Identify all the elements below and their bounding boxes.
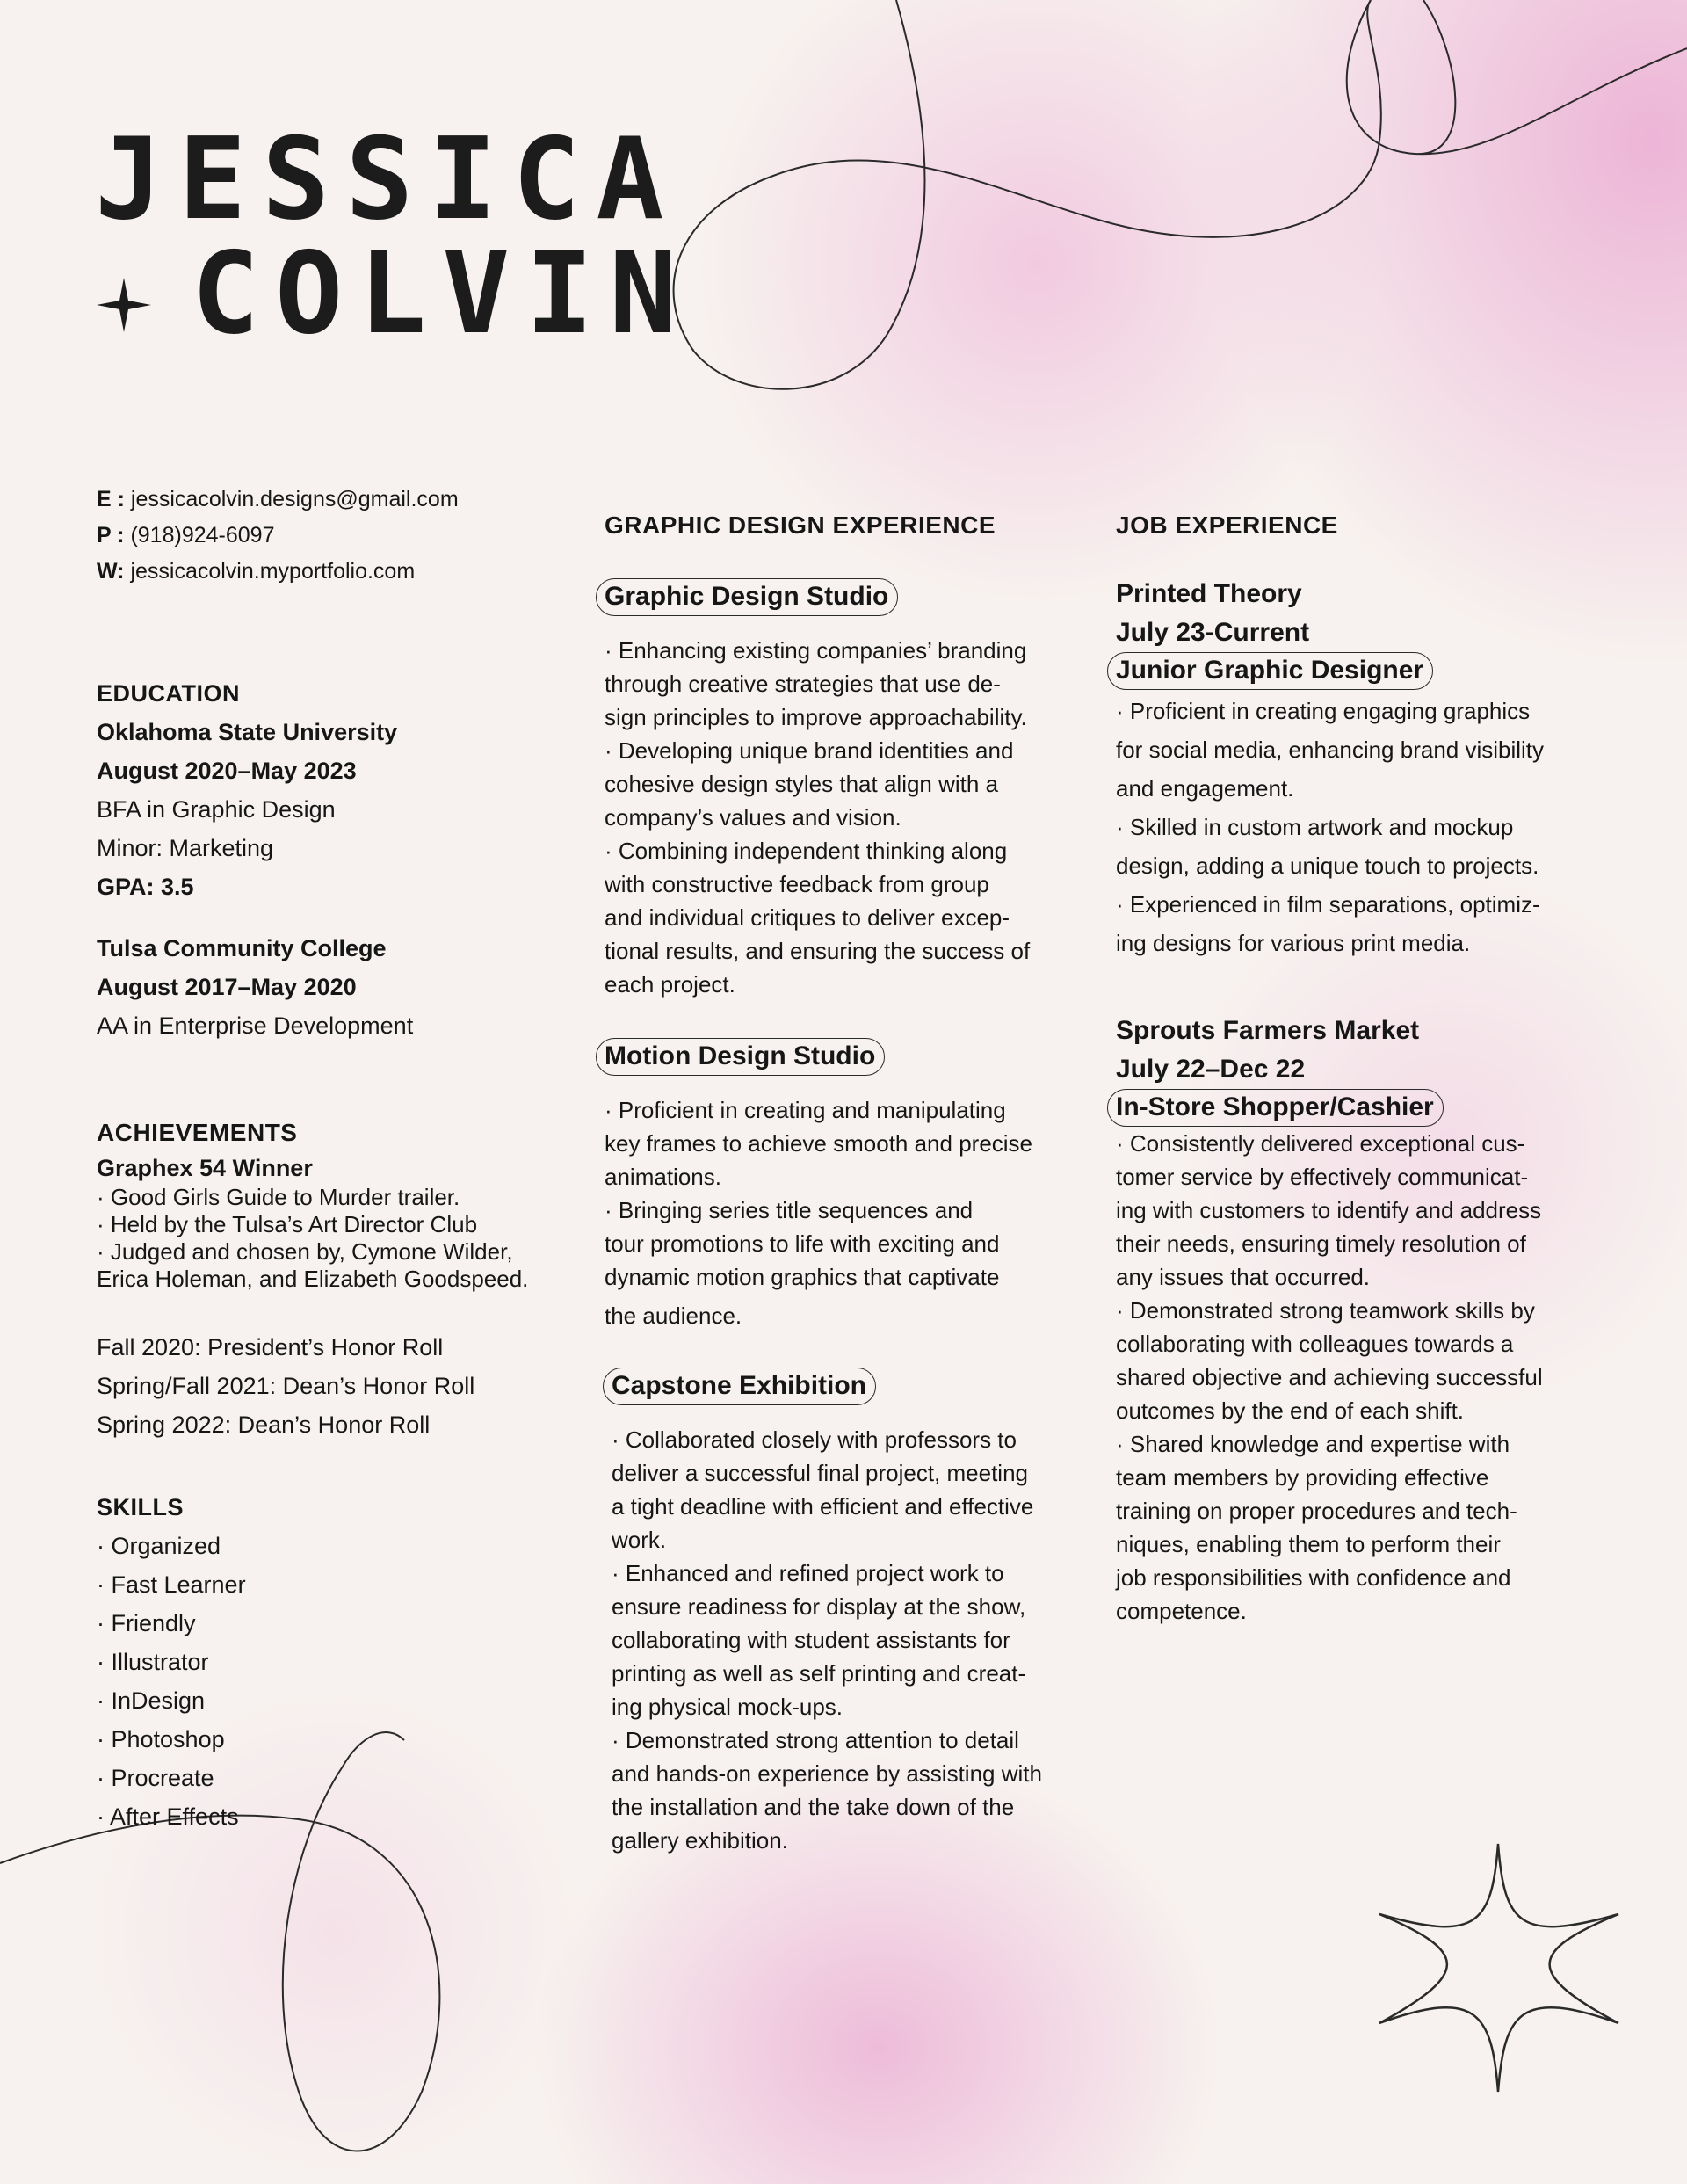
name-header bbox=[95, 114, 693, 359]
website-value[interactable]: jessicacolvin.myportfolio.com bbox=[130, 559, 416, 584]
job-dates: July 23-Current bbox=[1116, 618, 1310, 647]
job-role-pill: Junior Graphic Designer bbox=[1107, 652, 1433, 690]
contact-label: P : bbox=[97, 523, 125, 548]
achievements-section bbox=[97, 1114, 589, 1444]
job-line: · Experienced in film separations, optimiz- bbox=[1116, 891, 1540, 918]
contact-email bbox=[97, 482, 589, 518]
job-line: collaborating with colleagues towards a bbox=[1116, 1331, 1514, 1357]
school-dates: August 2017–May 2020 bbox=[97, 974, 357, 1000]
studio-line: · Demonstrated strong attention to detail bbox=[612, 1727, 1019, 1753]
studio-block bbox=[605, 578, 1097, 1001]
studio-line: key frames to achieve smooth and precise bbox=[605, 1130, 1033, 1157]
studio-line: ensure readiness for display at the show, bbox=[612, 1593, 1026, 1620]
studio-line: the audience. bbox=[605, 1302, 742, 1329]
studio-block bbox=[605, 1038, 1097, 1332]
studio-line: and individual critiques to deliver excep- bbox=[605, 904, 1010, 931]
studio-name-pill: Capstone Exhibition bbox=[603, 1368, 876, 1405]
four-point-star-icon bbox=[1379, 1844, 1618, 2092]
job-block bbox=[1116, 575, 1608, 962]
studio-description bbox=[612, 1423, 1097, 1857]
job-line: · Consistently delivered exceptional cus- bbox=[1116, 1130, 1525, 1157]
top-swirl-line bbox=[674, 0, 1381, 389]
job-line: · Skilled in custom artwork and mockup bbox=[1116, 814, 1514, 840]
skills-section bbox=[97, 1488, 589, 1836]
job-line: tomer service by effectively communicat- bbox=[1116, 1164, 1529, 1190]
job-line: · Proficient in creating engaging graphics bbox=[1116, 698, 1531, 724]
studio-line: sign principles to improve approachability. bbox=[605, 704, 1027, 730]
top-right-loop-line bbox=[1347, 0, 1687, 154]
award-title: Graphex 54 Winner bbox=[97, 1155, 313, 1181]
skill-item: · Fast Learner bbox=[97, 1571, 246, 1598]
studio-line: gallery exhibition. bbox=[612, 1827, 788, 1854]
job-line: and engagement. bbox=[1116, 775, 1294, 802]
studio-line: each project. bbox=[605, 971, 735, 998]
studio-line: · Proficient in creating and manipulating bbox=[605, 1097, 1006, 1123]
contact-website bbox=[97, 554, 589, 590]
job-line: outcomes by the end of each shift. bbox=[1116, 1397, 1465, 1424]
job-line: · Shared knowledge and expertise with bbox=[1116, 1431, 1510, 1457]
job-block bbox=[1116, 1012, 1608, 1628]
job-description bbox=[1116, 1127, 1608, 1628]
studio-line: ing physical mock-ups. bbox=[612, 1694, 843, 1720]
contact-label: W: bbox=[97, 559, 125, 584]
studio-name-pill: Motion Design Studio bbox=[596, 1038, 885, 1076]
job-company: Sprouts Farmers Market bbox=[1116, 1016, 1420, 1045]
job-line: shared objective and achieving successful bbox=[1116, 1364, 1543, 1390]
skill-item: · Illustrator bbox=[97, 1649, 209, 1675]
job-line: any issues that occurred. bbox=[1116, 1264, 1371, 1290]
studio-line: collaborating with student assistants for bbox=[612, 1627, 1010, 1653]
studio-line: animations. bbox=[605, 1164, 721, 1190]
studio-line: with constructive feedback from group bbox=[605, 871, 989, 897]
studio-line: dynamic motion graphics that captivate bbox=[605, 1264, 1000, 1290]
studio-line: · Enhancing existing companies’ branding bbox=[605, 637, 1027, 664]
sparkle-icon bbox=[93, 274, 155, 336]
phone-value[interactable]: (918)924-6097 bbox=[130, 523, 275, 548]
studio-line: · Bringing series title sequences and bbox=[605, 1197, 974, 1223]
studio-line: · Enhanced and refined project work to bbox=[612, 1560, 1004, 1586]
section-title: EDUCATION bbox=[97, 680, 240, 707]
job-line: · Demonstrated strong teamwork skills by bbox=[1116, 1297, 1535, 1324]
studio-line: cohesive design styles that align with a bbox=[605, 771, 999, 797]
section-title: JOB EXPERIENCE bbox=[1116, 512, 1338, 539]
job-line: ing designs for various print media. bbox=[1116, 930, 1471, 956]
studio-line: and hands-on experience by assisting with bbox=[612, 1760, 1042, 1787]
first-name: JESSICA bbox=[95, 114, 680, 245]
studio-line: work. bbox=[612, 1527, 667, 1553]
studio-line: deliver a successful final project, meeting bbox=[612, 1460, 1029, 1486]
job-experience-column bbox=[1116, 510, 1608, 1628]
skill-item: · InDesign bbox=[97, 1687, 206, 1714]
award-line: · Judged and chosen by, Cymone Wilder, bbox=[97, 1238, 513, 1265]
studio-line: · Collaborated closely with professors to bbox=[612, 1426, 1017, 1453]
award-line: · Held by the Tulsa’s Art Director Club bbox=[97, 1211, 478, 1237]
honor-item: Spring/Fall 2021: Dean’s Honor Roll bbox=[97, 1373, 475, 1399]
job-company: Printed Theory bbox=[1116, 579, 1302, 608]
job-line: job responsibilities with confidence and bbox=[1116, 1564, 1511, 1591]
section-title: SKILLS bbox=[97, 1494, 185, 1520]
honor-item: Spring 2022: Dean’s Honor Roll bbox=[97, 1411, 431, 1438]
job-description bbox=[1116, 692, 1608, 962]
job-line: niques, enabling them to perform their bbox=[1116, 1531, 1501, 1557]
school-dates: August 2020–May 2023 bbox=[97, 758, 357, 784]
left-column bbox=[97, 482, 589, 1836]
graphic-design-experience-column bbox=[605, 510, 1097, 1857]
skill-item: · Photoshop bbox=[97, 1726, 225, 1752]
minor: Minor: Marketing bbox=[97, 835, 274, 861]
studio-description bbox=[605, 1093, 1097, 1332]
studio-block bbox=[605, 1368, 1097, 1857]
education-section bbox=[97, 674, 589, 1045]
job-line: competence. bbox=[1116, 1598, 1247, 1624]
gpa: GPA: 3.5 bbox=[97, 874, 194, 900]
studio-line: through creative strategies that use de- bbox=[605, 671, 1001, 697]
job-line: team members by providing effective bbox=[1116, 1464, 1489, 1491]
contact-block bbox=[97, 482, 589, 590]
skill-item: · After Effects bbox=[97, 1803, 239, 1830]
degree: BFA in Graphic Design bbox=[97, 796, 336, 823]
studio-description bbox=[605, 634, 1097, 1001]
email-value[interactable]: jessicacolvin.designs@gmail.com bbox=[130, 487, 459, 512]
job-dates: July 22–Dec 22 bbox=[1116, 1055, 1306, 1084]
job-line: for social media, enhancing brand visibility bbox=[1116, 736, 1545, 763]
job-line: training on proper procedures and tech- bbox=[1116, 1498, 1517, 1524]
honor-item: Fall 2020: President’s Honor Roll bbox=[97, 1334, 444, 1360]
award-line: · Good Girls Guide to Murder trailer. bbox=[97, 1184, 460, 1210]
section-title: ACHIEVEMENTS bbox=[97, 1119, 298, 1146]
studio-line: a tight deadline with efficient and effective bbox=[612, 1493, 1034, 1520]
studio-line: tional results, and ensuring the success of bbox=[605, 938, 1031, 964]
studio-line: · Combining independent thinking along bbox=[605, 838, 1008, 864]
school-name: Tulsa Community College bbox=[97, 935, 387, 961]
studio-line: printing as well as self printing and creat- bbox=[612, 1660, 1026, 1687]
skill-item: · Organized bbox=[97, 1533, 221, 1559]
job-role-pill: In-Store Shopper/Cashier bbox=[1107, 1089, 1444, 1127]
job-line: design, adding a unique touch to projects. bbox=[1116, 853, 1539, 879]
award-line: Erica Holeman, and Elizabeth Goodspeed. bbox=[97, 1266, 529, 1292]
school-name: Oklahoma State University bbox=[97, 719, 398, 745]
studio-line: company’s values and vision. bbox=[605, 804, 901, 831]
skill-item: · Procreate bbox=[97, 1765, 214, 1791]
section-title: GRAPHIC DESIGN EXPERIENCE bbox=[605, 512, 996, 539]
job-line: their needs, ensuring timely resolution of bbox=[1116, 1230, 1526, 1257]
last-name: COLVIN bbox=[192, 229, 693, 359]
contact-label: E : bbox=[97, 487, 125, 512]
studio-line: tour promotions to life with exciting and bbox=[605, 1230, 1000, 1257]
contact-phone bbox=[97, 518, 589, 554]
studio-line: · Developing unique brand identities and bbox=[605, 737, 1014, 764]
studio-name-pill: Graphic Design Studio bbox=[596, 578, 898, 616]
skill-item: · Friendly bbox=[97, 1610, 196, 1636]
degree: AA in Enterprise Development bbox=[97, 1012, 414, 1039]
studio-line: the installation and the take down of the bbox=[612, 1794, 1015, 1820]
job-line: ing with customers to identify and address bbox=[1116, 1197, 1542, 1223]
